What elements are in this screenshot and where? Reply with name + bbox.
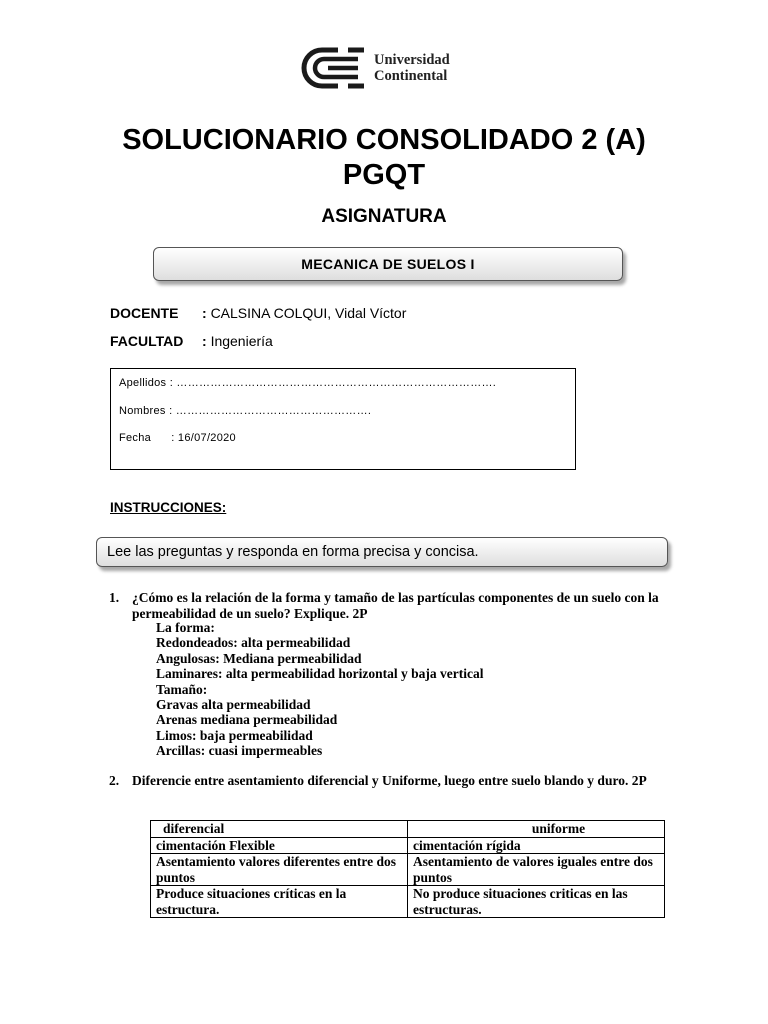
table-cell: Asentamiento valores diferentes entre dos puntos (151, 854, 408, 886)
question-number: 2. (109, 773, 120, 788)
table-header-row (151, 821, 665, 838)
document-title: SOLUCIONARIO CONSOLIDADO 2 (A) (122, 124, 646, 156)
table-cell: cimentación rígida (408, 837, 665, 854)
answer-line: Laminares: alta permeabilidad horizontal y baja vertical (156, 666, 484, 682)
instructions-banner (96, 537, 668, 567)
answer-line: Gravas alta permeabilidad (156, 697, 311, 713)
university-logo (300, 44, 480, 92)
question-number: 1. (109, 590, 120, 605)
logo-line-1: Universidad (374, 52, 450, 68)
question-text: ¿Cómo es la relación de la forma y tamaño de las partículas componentes de un suelo con la permeabilidad de un suelo? Explique. 2P (132, 590, 659, 621)
facultad-colon: : (202, 333, 207, 349)
table-cell: Produce situaciones críticas en la estructura. (151, 886, 408, 918)
table-row (151, 854, 665, 886)
table-cell: Asentamiento de valores iguales entre dos puntos (408, 854, 665, 886)
nombres-row: Nombres : ……………………………………………. (119, 405, 372, 417)
comparison-table (150, 820, 665, 918)
question-text: Diferencie entre asentamiento diferencial y Uniforme, luego entre suelo blando y duro. 2P (132, 773, 647, 788)
question-1 (109, 590, 669, 621)
answer-line: Arenas mediana permeabilidad (156, 712, 338, 728)
table-header-uniforme: uniforme (408, 821, 665, 838)
apellidos-row: Apellidos : …………………………………………………………………………. (119, 377, 497, 389)
instructions-text: Lee las preguntas y responda en forma precisa y concisa. (107, 544, 479, 560)
facultad-field (110, 333, 273, 349)
docente-colon: : (202, 305, 207, 321)
question-2 (109, 773, 669, 789)
table-row (151, 837, 665, 854)
document-title-line-2: PGQT (342, 159, 426, 191)
instructions-heading: INSTRUCCIONES: (110, 500, 227, 515)
facultad-value: Ingeniería (210, 333, 273, 349)
answer-line: Arcillas: cuasi impermeables (156, 743, 323, 759)
table-cell: No produce situaciones criticas en las estructuras. (408, 886, 665, 918)
subject-heading: ASIGNATURA (321, 206, 447, 227)
docente-value: CALSINA COLQUI, Vidal Víctor (210, 305, 407, 321)
answer-line: La forma: (156, 620, 215, 635)
answer-line: Redondeados: alta permeabilidad (156, 635, 351, 651)
subject-banner (153, 247, 623, 281)
answer-line: Angulosas: Mediana permeabilidad (156, 650, 362, 666)
question-1-answers (156, 620, 483, 759)
docente-field (110, 305, 406, 321)
answer-line: Tamaño: (156, 681, 208, 697)
fecha-row: Fecha : 16/07/2020 (119, 432, 236, 444)
student-info-box (110, 368, 576, 470)
logo-line-2: Continental (374, 68, 448, 84)
facultad-label: FACULTAD (110, 333, 184, 349)
table-header-diferencial: diferencial (151, 821, 408, 838)
docente-label: DOCENTE (110, 305, 179, 321)
subject-name: MECANICA DE SUELOS I (301, 256, 475, 272)
answer-line: Limos: baja permeabilidad (156, 727, 313, 743)
table-row (151, 886, 665, 918)
table-cell: cimentación Flexible (151, 837, 408, 854)
continental-logo-icon (300, 46, 366, 90)
